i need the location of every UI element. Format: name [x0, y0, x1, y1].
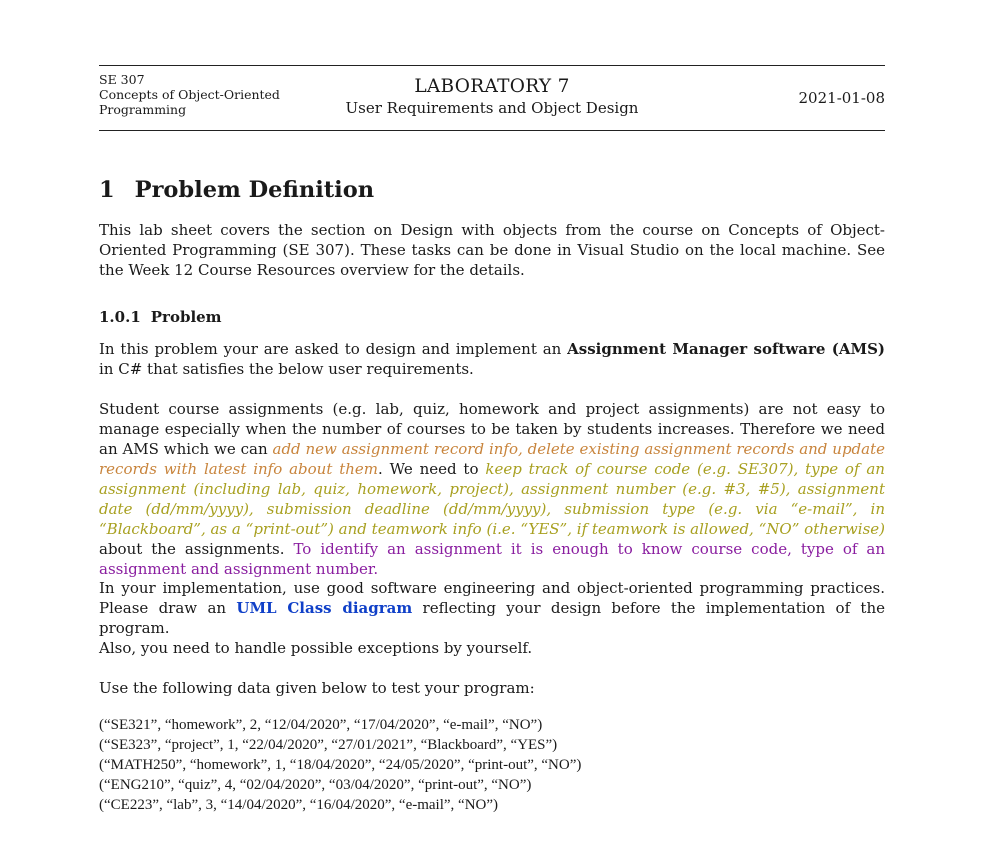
- implementation-paragraph: [99, 578, 885, 638]
- problem-paragraph-1: [99, 339, 885, 379]
- p2-text-mid1: . We need to: [378, 460, 486, 478]
- p3-text-end: reflecting your design before the implementation of the program.: [99, 599, 885, 637]
- requirement-operations: add new assignment record info, delete existing assignment records and update records with latest info about them: [99, 440, 885, 478]
- test-data-list: [99, 715, 581, 815]
- p2-text-mid2: about the assignments.: [99, 540, 294, 558]
- ams-name: Assignment Manager software (AMS): [567, 340, 885, 358]
- lab-date: 2021-01-08: [798, 89, 885, 107]
- section-heading: [99, 176, 374, 204]
- course-name-line1: Concepts of Object-Oriented: [99, 87, 280, 102]
- test-data-intro: Use the following data given below to test your program:: [99, 679, 535, 697]
- test-data-line: (“SE323”, “project”, 1, “22/04/2020”, “27/01/2021”, “Blackboard”, “YES”): [99, 737, 558, 753]
- test-data-line: (“MATH250”, “homework”, 1, “18/04/2020”, “24/05/2020”, “print-out”, “NO”): [99, 757, 582, 773]
- intro-paragraph: This lab sheet covers the section on Design with objects from the course on Concepts of Object-Oriented Programming (SE 307). These tasks can be done in Visual Studio on the local machine. See the Week 12 Course Resources overview for the details.: [99, 221, 885, 279]
- subsection-heading: [99, 307, 222, 327]
- subsection-number: 1.0.1: [99, 308, 141, 326]
- course-name-line2: Programming: [99, 102, 187, 117]
- course-code: SE 307: [99, 72, 145, 87]
- p1-text: In this problem your are asked to design and implement an: [99, 340, 568, 358]
- section-number: 1: [99, 177, 115, 203]
- lab-title-block: [99, 76, 885, 118]
- uml-class-diagram-link[interactable]: UML Class diagram: [236, 599, 413, 617]
- p3-text: In your implementation, use good software engineering and object-oriented programming practices. Please draw an: [99, 579, 885, 617]
- requirements-paragraph: [99, 399, 885, 579]
- exceptions-paragraph: Also, you need to handle possible exceptions by yourself.: [99, 639, 533, 657]
- test-data-line: (“ENG210”, “quiz”, 4, “02/04/2020”, “03/04/2020”, “print-out”, “NO”): [99, 777, 532, 793]
- p2-text: Student course assignments (e.g. lab, quiz, homework and project assignments) are not easy to manage especially when the number of courses to be taken by students increases. Therefore we need an AMS which we can: [99, 400, 885, 458]
- lab-title: LABORATORY 7: [414, 76, 570, 97]
- subsection-title: Problem: [150, 308, 222, 326]
- header-top-rule: [99, 65, 885, 66]
- lab-subtitle: User Requirements and Object Design: [345, 99, 639, 117]
- requirement-identifier: To identify an assignment it is enough to know course code, type of an assignment and assignment number.: [99, 540, 885, 578]
- p1-text-end: in C# that satisfies the below user requirements.: [99, 360, 474, 378]
- test-data-line: (“SE321”, “homework”, 2, “12/04/2020”, “17/04/2020”, “e-mail”, “NO”): [99, 717, 543, 733]
- header-bottom-rule: [99, 130, 885, 131]
- test-data-line: (“CE223”, “lab”, 3, “14/04/2020”, “16/04/2020”, “e-mail”, “NO”): [99, 797, 499, 813]
- section-title: Problem Definition: [134, 177, 375, 203]
- requirement-attributes: keep track of course code (e.g. SE307), type of an assignment (including lab, quiz, homework, project), assignment number (e.g. #3, #5), assignment date (dd/mm/yyyy), submission deadline (dd/mm/yyyy), submission type (e.g. via “e-mail”, in “Blackboard”, as a “print-out”) and teamwork info (i.e. “YES”, if teamwork is allowed, “NO” otherwise): [99, 460, 885, 538]
